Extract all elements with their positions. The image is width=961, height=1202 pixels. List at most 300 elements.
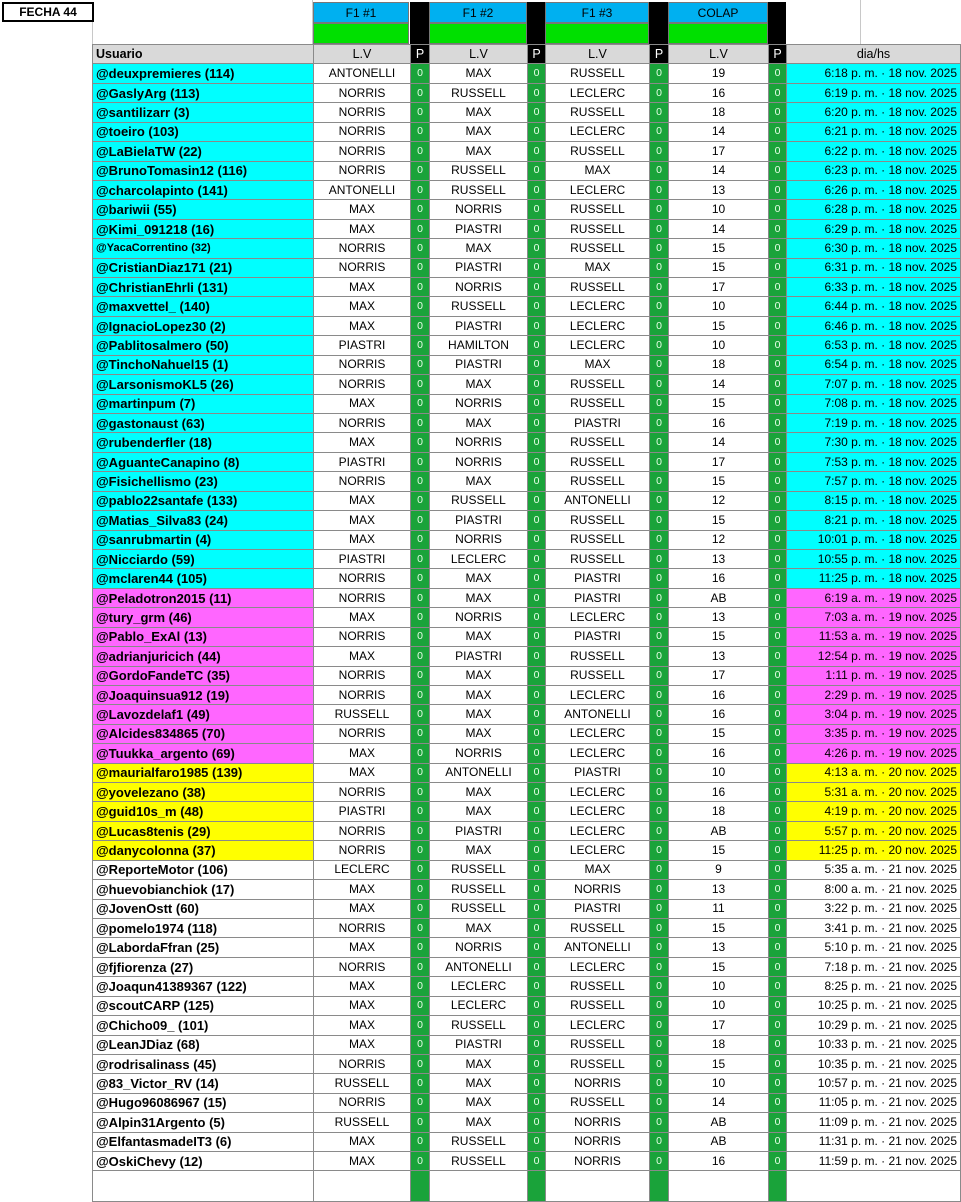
f1-2-points-cell: 0 xyxy=(528,122,546,141)
table-row xyxy=(93,957,961,976)
f1-3-pick-cell: LECLERC xyxy=(546,608,650,627)
f1-3-points-cell: 0 xyxy=(650,1016,669,1035)
f1-3-pick-cell: LECLERC xyxy=(546,336,650,355)
f1-1-points-cell: 0 xyxy=(411,491,430,510)
column-header-lv: L.V xyxy=(669,45,769,64)
colap-pick-cell: 10 xyxy=(669,763,769,782)
colap-points-cell: 0 xyxy=(769,763,787,782)
f1-2-pick-cell: RUSSELL xyxy=(430,491,528,510)
table-row xyxy=(93,83,961,102)
f1-1-pick-cell: RUSSELL xyxy=(314,705,411,724)
user-cell: @pablo22santafe (133) xyxy=(93,491,314,510)
f1-3-points-cell: 0 xyxy=(650,530,669,549)
user-cell: @Fisichellismo (23) xyxy=(93,472,314,491)
f1-2-points-cell: 0 xyxy=(528,724,546,743)
user-cell: @LabordaFfran (25) xyxy=(93,938,314,957)
table-row xyxy=(93,569,961,588)
f1-2-pick-cell: PIASTRI xyxy=(430,316,528,335)
table-row xyxy=(93,821,961,840)
table-row xyxy=(93,161,961,180)
timestamp-cell: 4:19 p. m. · 20 nov. 2025 xyxy=(787,802,961,821)
colap-points-cell: 0 xyxy=(769,1093,787,1112)
f1-1-points-cell: 0 xyxy=(411,627,430,646)
f1-3-points-cell: 0 xyxy=(650,1074,669,1093)
f1-3-points-cell: 0 xyxy=(650,569,669,588)
table-row xyxy=(93,297,961,316)
f1-3-points-cell: 0 xyxy=(650,103,669,122)
timestamp-cell: 7:18 p. m. · 21 nov. 2025 xyxy=(787,957,961,976)
colap-points-cell: 0 xyxy=(769,685,787,704)
f1-1-points-cell: 0 xyxy=(411,142,430,161)
user-cell: @LarsonismoKL5 (26) xyxy=(93,375,314,394)
f1-2-pick-cell: MAX xyxy=(430,64,528,83)
f1-3-points-cell: 0 xyxy=(650,841,669,860)
f1-2-points-cell: 0 xyxy=(528,64,546,83)
f1-1-points-cell: 0 xyxy=(411,355,430,374)
colap-points-cell: 0 xyxy=(769,452,787,471)
colap-pick-cell: 9 xyxy=(669,860,769,879)
f1-3-pick-cell: NORRIS xyxy=(546,1074,650,1093)
f1-1-pick-cell: NORRIS xyxy=(314,472,411,491)
f1-2-points-cell: 0 xyxy=(528,1016,546,1035)
f1-1-points-cell: 0 xyxy=(411,239,430,258)
colap-pick-cell: 14 xyxy=(669,375,769,394)
user-cell: @maurialfaro1985 (139) xyxy=(93,763,314,782)
colap-pick-cell: 13 xyxy=(669,608,769,627)
f1-3-points-cell: 0 xyxy=(650,647,669,666)
user-cell: @TinchoNahuel15 (1) xyxy=(93,355,314,374)
f1-3-pick-cell: RUSSELL xyxy=(546,996,650,1015)
colap-points-cell: 0 xyxy=(769,297,787,316)
table-row xyxy=(93,666,961,685)
timestamp-cell: 3:35 p. m. · 19 nov. 2025 xyxy=(787,724,961,743)
f1-1-points-cell: 0 xyxy=(411,83,430,102)
user-cell: @rubenderfler (18) xyxy=(93,433,314,452)
user-cell: @pomelo1974 (118) xyxy=(93,918,314,937)
colap-pick-cell: 13 xyxy=(669,647,769,666)
colap-points-cell: 0 xyxy=(769,647,787,666)
f1-2-points-cell: 0 xyxy=(528,1113,546,1132)
f1-3-pick-cell: RUSSELL xyxy=(546,472,650,491)
user-cell: @ElfantasmadeIT3 (6) xyxy=(93,1132,314,1151)
f1-3-pick-cell: NORRIS xyxy=(546,1152,650,1171)
f1-3-points-cell: 0 xyxy=(650,491,669,510)
f1-3-points-cell: 0 xyxy=(650,1093,669,1112)
table-row xyxy=(93,103,961,122)
user-cell: @gastonaust (63) xyxy=(93,414,314,433)
f1-1-pick-cell: NORRIS xyxy=(314,685,411,704)
empty-cell xyxy=(769,1171,787,1202)
f1-1-points-cell: 0 xyxy=(411,977,430,996)
f1-1-points-cell: 0 xyxy=(411,1035,430,1054)
colap-points-cell: 0 xyxy=(769,83,787,102)
empty-cell xyxy=(430,1171,528,1202)
timestamp-cell: 6:28 p. m. · 18 nov. 2025 xyxy=(787,200,961,219)
timestamp-cell: 10:57 p. m. · 21 nov. 2025 xyxy=(787,1074,961,1093)
timestamp-cell: 4:26 p. m. · 19 nov. 2025 xyxy=(787,744,961,763)
f1-3-pick-cell: MAX xyxy=(546,161,650,180)
colap-points-cell: 0 xyxy=(769,608,787,627)
colap-pick-cell: 17 xyxy=(669,666,769,685)
timestamp-cell: 2:29 p. m. · 19 nov. 2025 xyxy=(787,685,961,704)
empty-cell xyxy=(650,1171,669,1202)
colap-points-cell: 0 xyxy=(769,724,787,743)
user-cell: @83_Victor_RV (14) xyxy=(93,1074,314,1093)
f1-2-pick-cell: NORRIS xyxy=(430,200,528,219)
f1-2-pick-cell: MAX xyxy=(430,122,528,141)
user-cell: @BrunoTomasin12 (116) xyxy=(93,161,314,180)
user-cell: @AguanteCanapino (8) xyxy=(93,452,314,471)
table-row xyxy=(93,530,961,549)
user-cell: @toeiro (103) xyxy=(93,122,314,141)
table-row xyxy=(93,744,961,763)
table-row xyxy=(93,1113,961,1132)
f1-2-pick-cell: MAX xyxy=(430,802,528,821)
user-cell: @rodrisalinass (45) xyxy=(93,1054,314,1073)
f1-2-pick-cell: PIASTRI xyxy=(430,647,528,666)
colap-pick-cell: 14 xyxy=(669,1093,769,1112)
timestamp-cell: 7:57 p. m. · 18 nov. 2025 xyxy=(787,472,961,491)
table-row xyxy=(93,452,961,471)
f1-3-pick-cell: RUSSELL xyxy=(546,977,650,996)
f1-3-points-cell: 0 xyxy=(650,394,669,413)
colap-points-cell: 0 xyxy=(769,394,787,413)
table-row xyxy=(93,899,961,918)
f1-3-points-cell: 0 xyxy=(650,64,669,83)
f1-2-pick-cell: NORRIS xyxy=(430,278,528,297)
timestamp-cell: 6:26 p. m. · 18 nov. 2025 xyxy=(787,180,961,199)
colap-points-cell: 0 xyxy=(769,1152,787,1171)
colap-points-cell: 0 xyxy=(769,938,787,957)
user-cell: @GaslyArg (113) xyxy=(93,83,314,102)
f1-1-points-cell: 0 xyxy=(411,122,430,141)
f1-1-points-cell: 0 xyxy=(411,258,430,277)
f1-3-pick-cell: LECLERC xyxy=(546,802,650,821)
f1-2-points-cell: 0 xyxy=(528,880,546,899)
timestamp-cell: 7:07 p. m. · 18 nov. 2025 xyxy=(787,375,961,394)
f1-3-points-cell: 0 xyxy=(650,219,669,238)
colap-points-cell: 0 xyxy=(769,355,787,374)
f1-3-points-cell: 0 xyxy=(650,297,669,316)
colap-pick-cell: 15 xyxy=(669,316,769,335)
colap-pick-cell: 10 xyxy=(669,336,769,355)
table-row xyxy=(93,394,961,413)
f1-1-pick-cell: NORRIS xyxy=(314,588,411,607)
f1-2-pick-cell: PIASTRI xyxy=(430,511,528,530)
user-cell: @fjfiorenza (27) xyxy=(93,957,314,976)
table-row xyxy=(93,724,961,743)
colap-pick-cell: 16 xyxy=(669,783,769,802)
f1-1-points-cell: 0 xyxy=(411,705,430,724)
f1-3-pick-cell: ANTONELLI xyxy=(546,705,650,724)
f1-2-pick-cell: RUSSELL xyxy=(430,83,528,102)
f1-1-points-cell: 0 xyxy=(411,685,430,704)
colap-pick-cell: AB xyxy=(669,1113,769,1132)
f1-2-points-cell: 0 xyxy=(528,219,546,238)
f1-3-points-cell: 0 xyxy=(650,122,669,141)
user-cell: @JovenOstt (60) xyxy=(93,899,314,918)
f1-2-pick-cell: RUSSELL xyxy=(430,297,528,316)
timestamp-cell: 10:29 p. m. · 21 nov. 2025 xyxy=(787,1016,961,1035)
f1-2-points-cell: 0 xyxy=(528,802,546,821)
timestamp-cell: 6:19 p. m. · 18 nov. 2025 xyxy=(787,83,961,102)
timestamp-cell: 6:19 a. m. · 19 nov. 2025 xyxy=(787,588,961,607)
f1-1-pick-cell: MAX xyxy=(314,491,411,510)
f1-1-pick-cell: MAX xyxy=(314,200,411,219)
timestamp-cell: 11:59 p. m. · 21 nov. 2025 xyxy=(787,1152,961,1171)
timestamp-cell: 11:25 p. m. · 20 nov. 2025 xyxy=(787,841,961,860)
f1-1-points-cell: 0 xyxy=(411,472,430,491)
black-separator xyxy=(649,2,668,44)
f1-3-pick-cell: RUSSELL xyxy=(546,1054,650,1073)
f1-1-points-cell: 0 xyxy=(411,860,430,879)
f1-3-pick-cell: LECLERC xyxy=(546,724,650,743)
timestamp-cell: 10:25 p. m. · 21 nov. 2025 xyxy=(787,996,961,1015)
f1-3-points-cell: 0 xyxy=(650,627,669,646)
table-row xyxy=(93,258,961,277)
timestamp-cell: 8:00 a. m. · 21 nov. 2025 xyxy=(787,880,961,899)
colap-points-cell: 0 xyxy=(769,472,787,491)
f1-3-points-cell: 0 xyxy=(650,180,669,199)
f1-2-pick-cell: RUSSELL xyxy=(430,180,528,199)
user-cell: @Chicho09_ (101) xyxy=(93,1016,314,1035)
colap-pick-cell: 17 xyxy=(669,142,769,161)
user-cell: @GordoFandeTC (35) xyxy=(93,666,314,685)
table-row xyxy=(93,1074,961,1093)
f1-3-pick-cell: RUSSELL xyxy=(546,452,650,471)
f1-3-pick-cell: RUSSELL xyxy=(546,239,650,258)
colap-pick-cell: AB xyxy=(669,1132,769,1151)
header-f1-1: F1 #1 xyxy=(313,2,409,23)
colap-pick-cell: 13 xyxy=(669,180,769,199)
f1-3-pick-cell: LECLERC xyxy=(546,122,650,141)
colap-points-cell: 0 xyxy=(769,219,787,238)
timestamp-cell: 6:33 p. m. · 18 nov. 2025 xyxy=(787,278,961,297)
f1-2-points-cell: 0 xyxy=(528,414,546,433)
f1-2-pick-cell: LECLERC xyxy=(430,996,528,1015)
f1-1-pick-cell: MAX xyxy=(314,763,411,782)
f1-1-points-cell: 0 xyxy=(411,783,430,802)
f1-3-points-cell: 0 xyxy=(650,83,669,102)
f1-3-pick-cell: RUSSELL xyxy=(546,103,650,122)
header-green-bar xyxy=(545,23,649,44)
timestamp-cell: 7:03 a. m. · 19 nov. 2025 xyxy=(787,608,961,627)
f1-3-pick-cell: NORRIS xyxy=(546,1113,650,1132)
f1-1-points-cell: 0 xyxy=(411,452,430,471)
f1-2-pick-cell: MAX xyxy=(430,103,528,122)
colap-points-cell: 0 xyxy=(769,1035,787,1054)
colap-points-cell: 0 xyxy=(769,957,787,976)
colap-pick-cell: 18 xyxy=(669,103,769,122)
f1-1-pick-cell: MAX xyxy=(314,938,411,957)
f1-1-points-cell: 0 xyxy=(411,957,430,976)
f1-2-points-cell: 0 xyxy=(528,608,546,627)
f1-3-points-cell: 0 xyxy=(650,821,669,840)
f1-1-pick-cell: MAX xyxy=(314,511,411,530)
predictions-table xyxy=(92,44,961,1202)
colap-points-cell: 0 xyxy=(769,996,787,1015)
f1-2-points-cell: 0 xyxy=(528,647,546,666)
f1-3-pick-cell: RUSSELL xyxy=(546,394,650,413)
timestamp-cell: 10:55 p. m. · 18 nov. 2025 xyxy=(787,549,961,568)
f1-2-pick-cell: MAX xyxy=(430,588,528,607)
colap-pick-cell: 15 xyxy=(669,1054,769,1073)
user-cell: @guid10s_m (48) xyxy=(93,802,314,821)
user-cell: @Pablitosalmero (50) xyxy=(93,336,314,355)
table-header-row xyxy=(93,45,961,64)
f1-1-pick-cell: MAX xyxy=(314,880,411,899)
timestamp-cell: 3:22 p. m. · 21 nov. 2025 xyxy=(787,899,961,918)
table-row xyxy=(93,433,961,452)
timestamp-cell: 11:31 p. m. · 21 nov. 2025 xyxy=(787,1132,961,1151)
f1-3-pick-cell: LECLERC xyxy=(546,180,650,199)
colap-points-cell: 0 xyxy=(769,414,787,433)
colap-points-cell: 0 xyxy=(769,239,787,258)
user-cell: @LaBielaTW (22) xyxy=(93,142,314,161)
f1-2-pick-cell: ANTONELLI xyxy=(430,763,528,782)
colap-points-cell: 0 xyxy=(769,549,787,568)
f1-2-pick-cell: PIASTRI xyxy=(430,1035,528,1054)
user-cell: @Peladotron2015 (11) xyxy=(93,588,314,607)
timestamp-cell: 3:04 p. m. · 19 nov. 2025 xyxy=(787,705,961,724)
f1-2-pick-cell: HAMILTON xyxy=(430,336,528,355)
f1-2-points-cell: 0 xyxy=(528,375,546,394)
empty-cell xyxy=(546,1171,650,1202)
empty-row xyxy=(93,1171,961,1202)
timestamp-cell: 10:01 p. m. · 18 nov. 2025 xyxy=(787,530,961,549)
f1-2-points-cell: 0 xyxy=(528,336,546,355)
timestamp-cell: 6:18 p. m. · 18 nov. 2025 xyxy=(787,64,961,83)
f1-1-pick-cell: MAX xyxy=(314,647,411,666)
colap-pick-cell: 13 xyxy=(669,549,769,568)
f1-3-points-cell: 0 xyxy=(650,1035,669,1054)
user-cell: @deuxpremieres (114) xyxy=(93,64,314,83)
f1-2-pick-cell: MAX xyxy=(430,666,528,685)
timestamp-cell: 11:05 p. m. · 21 nov. 2025 xyxy=(787,1093,961,1112)
table-row xyxy=(93,705,961,724)
f1-3-points-cell: 0 xyxy=(650,452,669,471)
f1-2-pick-cell: MAX xyxy=(430,627,528,646)
f1-2-points-cell: 0 xyxy=(528,239,546,258)
f1-3-points-cell: 0 xyxy=(650,278,669,297)
f1-3-points-cell: 0 xyxy=(650,744,669,763)
user-cell: @Hugo96086967 (15) xyxy=(93,1093,314,1112)
f1-1-pick-cell: NORRIS xyxy=(314,103,411,122)
user-cell: @Pablo_ExAl (13) xyxy=(93,627,314,646)
f1-3-pick-cell: RUSSELL xyxy=(546,511,650,530)
table-row xyxy=(93,1054,961,1073)
timestamp-cell: 6:29 p. m. · 18 nov. 2025 xyxy=(787,219,961,238)
f1-1-pick-cell: NORRIS xyxy=(314,957,411,976)
f1-3-points-cell: 0 xyxy=(650,899,669,918)
f1-3-points-cell: 0 xyxy=(650,860,669,879)
f1-3-pick-cell: LECLERC xyxy=(546,1016,650,1035)
f1-1-pick-cell: PIASTRI xyxy=(314,802,411,821)
table-row xyxy=(93,647,961,666)
table-row xyxy=(93,783,961,802)
table-row xyxy=(93,1016,961,1035)
f1-3-points-cell: 0 xyxy=(650,1054,669,1073)
f1-2-pick-cell: MAX xyxy=(430,142,528,161)
f1-1-points-cell: 0 xyxy=(411,180,430,199)
f1-3-points-cell: 0 xyxy=(650,608,669,627)
f1-2-points-cell: 0 xyxy=(528,297,546,316)
f1-1-points-cell: 0 xyxy=(411,278,430,297)
colap-points-cell: 0 xyxy=(769,860,787,879)
table-row xyxy=(93,685,961,704)
f1-1-points-cell: 0 xyxy=(411,996,430,1015)
f1-3-pick-cell: RUSSELL xyxy=(546,142,650,161)
colap-points-cell: 0 xyxy=(769,530,787,549)
f1-3-points-cell: 0 xyxy=(650,918,669,937)
f1-3-points-cell: 0 xyxy=(650,957,669,976)
colap-pick-cell: 10 xyxy=(669,1074,769,1093)
f1-1-pick-cell: MAX xyxy=(314,996,411,1015)
table-row xyxy=(93,142,961,161)
f1-2-pick-cell: NORRIS xyxy=(430,433,528,452)
user-cell: @Joaquinsua912 (19) xyxy=(93,685,314,704)
f1-3-pick-cell: LECLERC xyxy=(546,744,650,763)
f1-2-pick-cell: MAX xyxy=(430,414,528,433)
table-row xyxy=(93,491,961,510)
f1-2-points-cell: 0 xyxy=(528,180,546,199)
colap-pick-cell: 16 xyxy=(669,744,769,763)
table-row xyxy=(93,1093,961,1112)
f1-2-pick-cell: PIASTRI xyxy=(430,355,528,374)
header-green-bar xyxy=(313,23,409,44)
f1-2-points-cell: 0 xyxy=(528,938,546,957)
colap-points-cell: 0 xyxy=(769,918,787,937)
timestamp-cell: 5:10 p. m. · 21 nov. 2025 xyxy=(787,938,961,957)
f1-1-points-cell: 0 xyxy=(411,724,430,743)
f1-1-pick-cell: MAX xyxy=(314,530,411,549)
empty-cell xyxy=(314,1171,411,1202)
f1-2-points-cell: 0 xyxy=(528,1054,546,1073)
timestamp-cell: 8:15 p. m. · 18 nov. 2025 xyxy=(787,491,961,510)
f1-1-pick-cell: RUSSELL xyxy=(314,1113,411,1132)
colap-pick-cell: 12 xyxy=(669,530,769,549)
f1-3-pick-cell: LECLERC xyxy=(546,83,650,102)
user-cell: @bariwii (55) xyxy=(93,200,314,219)
f1-2-points-cell: 0 xyxy=(528,103,546,122)
f1-1-pick-cell: LECLERC xyxy=(314,860,411,879)
table-row xyxy=(93,316,961,335)
timestamp-cell: 5:35 a. m. · 21 nov. 2025 xyxy=(787,860,961,879)
f1-2-pick-cell: MAX xyxy=(430,1113,528,1132)
f1-3-pick-cell: RUSSELL xyxy=(546,1035,650,1054)
f1-1-pick-cell: NORRIS xyxy=(314,783,411,802)
f1-1-pick-cell: MAX xyxy=(314,608,411,627)
fecha-label: FECHA 44 xyxy=(2,2,94,22)
black-separator xyxy=(410,2,429,44)
f1-1-points-cell: 0 xyxy=(411,200,430,219)
f1-1-pick-cell: MAX xyxy=(314,433,411,452)
f1-3-pick-cell: RUSSELL xyxy=(546,1093,650,1112)
f1-2-points-cell: 0 xyxy=(528,258,546,277)
f1-3-points-cell: 0 xyxy=(650,375,669,394)
table-row xyxy=(93,1152,961,1171)
f1-2-pick-cell: NORRIS xyxy=(430,938,528,957)
colap-pick-cell: 13 xyxy=(669,938,769,957)
f1-3-pick-cell: LECLERC xyxy=(546,685,650,704)
f1-1-points-cell: 0 xyxy=(411,1132,430,1151)
user-cell: @Lucas8tenis (29) xyxy=(93,821,314,840)
timestamp-cell: 6:53 p. m. · 18 nov. 2025 xyxy=(787,336,961,355)
f1-1-points-cell: 0 xyxy=(411,880,430,899)
colap-pick-cell: 15 xyxy=(669,239,769,258)
user-cell: @LeanJDiaz (68) xyxy=(93,1035,314,1054)
colap-pick-cell: 14 xyxy=(669,219,769,238)
